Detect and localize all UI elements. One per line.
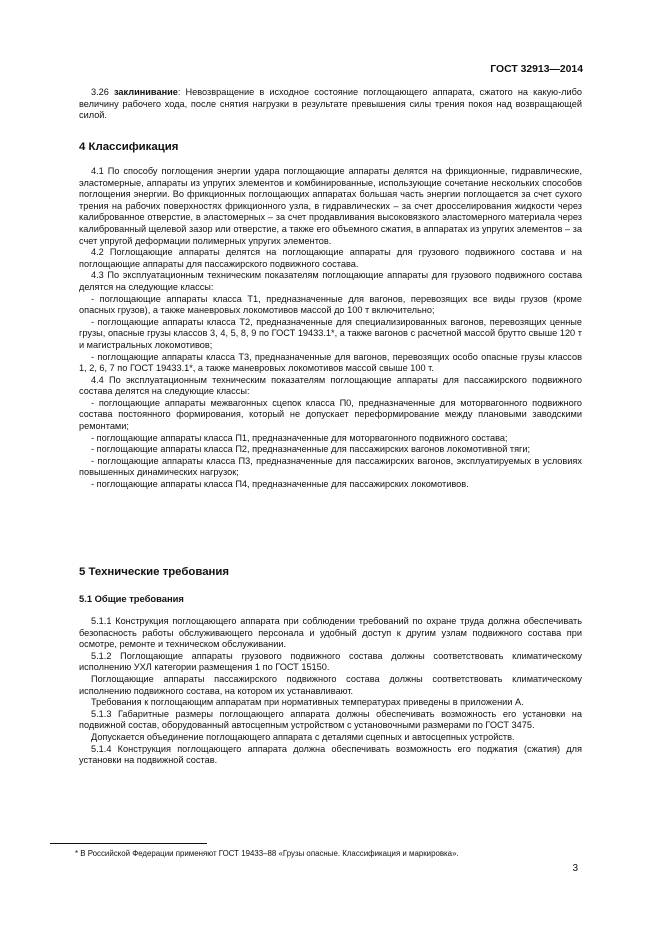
page-number: 3 (572, 863, 578, 874)
defined-term: заклинивание (113, 87, 178, 97)
list-item-class-t2: - поглощающие аппараты класса Т2, предназначенные для специализированных вагонов, перевозящих ценные грузы, опасные грузы классов 3, 4, 5, 8, 9 по ГОСТ 19433.1*, а также вагонов с расчетной массой брутто свыше 120 т и магистральных локомотивов; (79, 316, 582, 350)
section-4-body (79, 166, 582, 491)
list-item-class-p4: - поглощающие аппараты класса П4, предназначенные для пассажирских локомотивов. (91, 479, 469, 490)
section-5-title: 5 Технические требования (79, 566, 230, 578)
clause-number: 3.26 (91, 87, 114, 97)
paragraph-5-1-4: 5.1.4 Конструкция поглощающего аппарата должна обеспечивать возможность его поджатия (сжатия) для установки на подвижной состав. (79, 743, 582, 766)
definition-text: : Невозвращение в исходное состояние поглощающего аппарата, сжатого на какую-либо величину рабочего хода, после снятия нагрузки в результате превышения силы трения покоя над возвращающей силой. (79, 87, 582, 121)
paragraph-5-1-2-annex: Требования к поглощающим аппаратам при нормативных температурах приведены в приложении А. (91, 697, 524, 708)
paragraph-5-1-3-allowed: Допускается объединение поглощающего аппарата с деталями сцепных и автосцепных устройств. (91, 731, 515, 742)
footnote: * В Российской Федерации применяют ГОСТ 19433–88 «Грузы опасные. Классификация и маркировка». (75, 849, 459, 858)
clause-3-26 (79, 87, 582, 122)
paragraph-5-1-2-passenger: Поглощающие аппараты пассажирского подвижного состава должны соответствовать климатическому исполнению подвижного состава, на котором их устанавливают. (79, 673, 582, 696)
section-4-title: 4 Классификация (79, 141, 179, 153)
paragraph-4-2: 4.2 Поглощающие аппараты делятся на поглощающие аппараты для грузового подвижного состава и на поглощающие аппараты для пассажирского подвижного состава. (79, 247, 582, 269)
paragraph-4-3: 4.3 По эксплуатационным техническим показателям поглощающие аппараты для грузового подвижного состава делятся на следующие классы: (79, 270, 582, 292)
list-item-class-p1: - поглощающие аппараты класса П1, предназначенные для моторвагонного подвижного состава; (91, 432, 508, 443)
standard-header: ГОСТ 32913—2014 (490, 64, 583, 75)
paragraph-5-1-2: 5.1.2 Поглощающие аппараты грузового подвижного состава должны соответствовать климатическому исполнению УХЛ категории размещения 1 по ГОСТ 15150. (79, 650, 582, 673)
paragraph-5-1-1: 5.1.1 Конструкция поглощающего аппарата при соблюдении требований по охране труда должна обеспечивать безопасность работы обслуживающего персонала и удобный доступ к другим узлам подвижного состава при осмотре, ремонте и техническом обслуживании. (79, 616, 582, 650)
list-item-class-t1: - поглощающие аппараты класса Т1, предназначенные для вагонов, перевозящих все виды грузов (кроме опасных грузов), а также маневровых локомотивов массой до 100 т включительно; (79, 293, 582, 316)
section-5-body (79, 616, 582, 767)
list-item-class-p2: - поглощающие аппараты класса П2, предназначенные для пассажирских вагонов локомотивной тяги; (91, 444, 531, 455)
footnote-separator (50, 843, 207, 844)
list-item-class-p3: - поглощающие аппараты класса П3, предназначенные для пассажирских вагонов, эксплуатируемых в условиях повышенных динамических нагрузок; (79, 455, 582, 478)
subsection-5-1-title: 5.1 Общие требования (79, 593, 184, 604)
clause-3-26-text (79, 87, 582, 122)
paragraph-5-1-3: 5.1.3 Габаритные размеры поглощающего аппарата должны обеспечивать возможность его установки на подвижной состав, оборудованный автосцепным устройством с установочными размерами по ГОСТ 3475. (79, 708, 582, 731)
list-item-class-t3: - поглощающие аппараты класса Т3, предназначенные для вагонов, перевозящих особо опасные грузы классов 1, 2, 6, 7 по ГОСТ 19433.1*, а также маневровых локомотивов массой свыше 100 т. (79, 351, 582, 374)
paragraph-4-1: 4.1 По способу поглощения энергии удара поглощающие аппараты делятся на фрикционные, гидравлические, эластомерные, аппараты из упругих элементов и комбинированные, использующие сочетание нескольких способов поглощения энергии. Во фрикционных поглощающих аппаратах большая часть энергии поглощается за счет сухого трения на рабочих поверхностях фрикционного узла, в гидравлических – за счет дросселирования жидкости через калиброванное отверстие, в эластомерных – за счет продавливания высоковязкого эластомерного материала через калиброванный щелевой зазор или отверстие, а также его объемного сжатия, в аппаратах из упругих элементов – за счет упругой деформации полимерных упругих элементов. (79, 166, 582, 246)
list-item-class-p0: - поглощающие аппараты межвагонных сцепок класса П0, предназначенные для моторвагонного подвижного состава постоянного формирования, который не допускает переформирование между плановыми заводскими ремонтами; (79, 397, 582, 432)
paragraph-4-4: 4.4 По эксплуатационным техническим показателям поглощающие аппараты для пассажирского подвижного состава делятся на следующие классы: (79, 374, 582, 397)
